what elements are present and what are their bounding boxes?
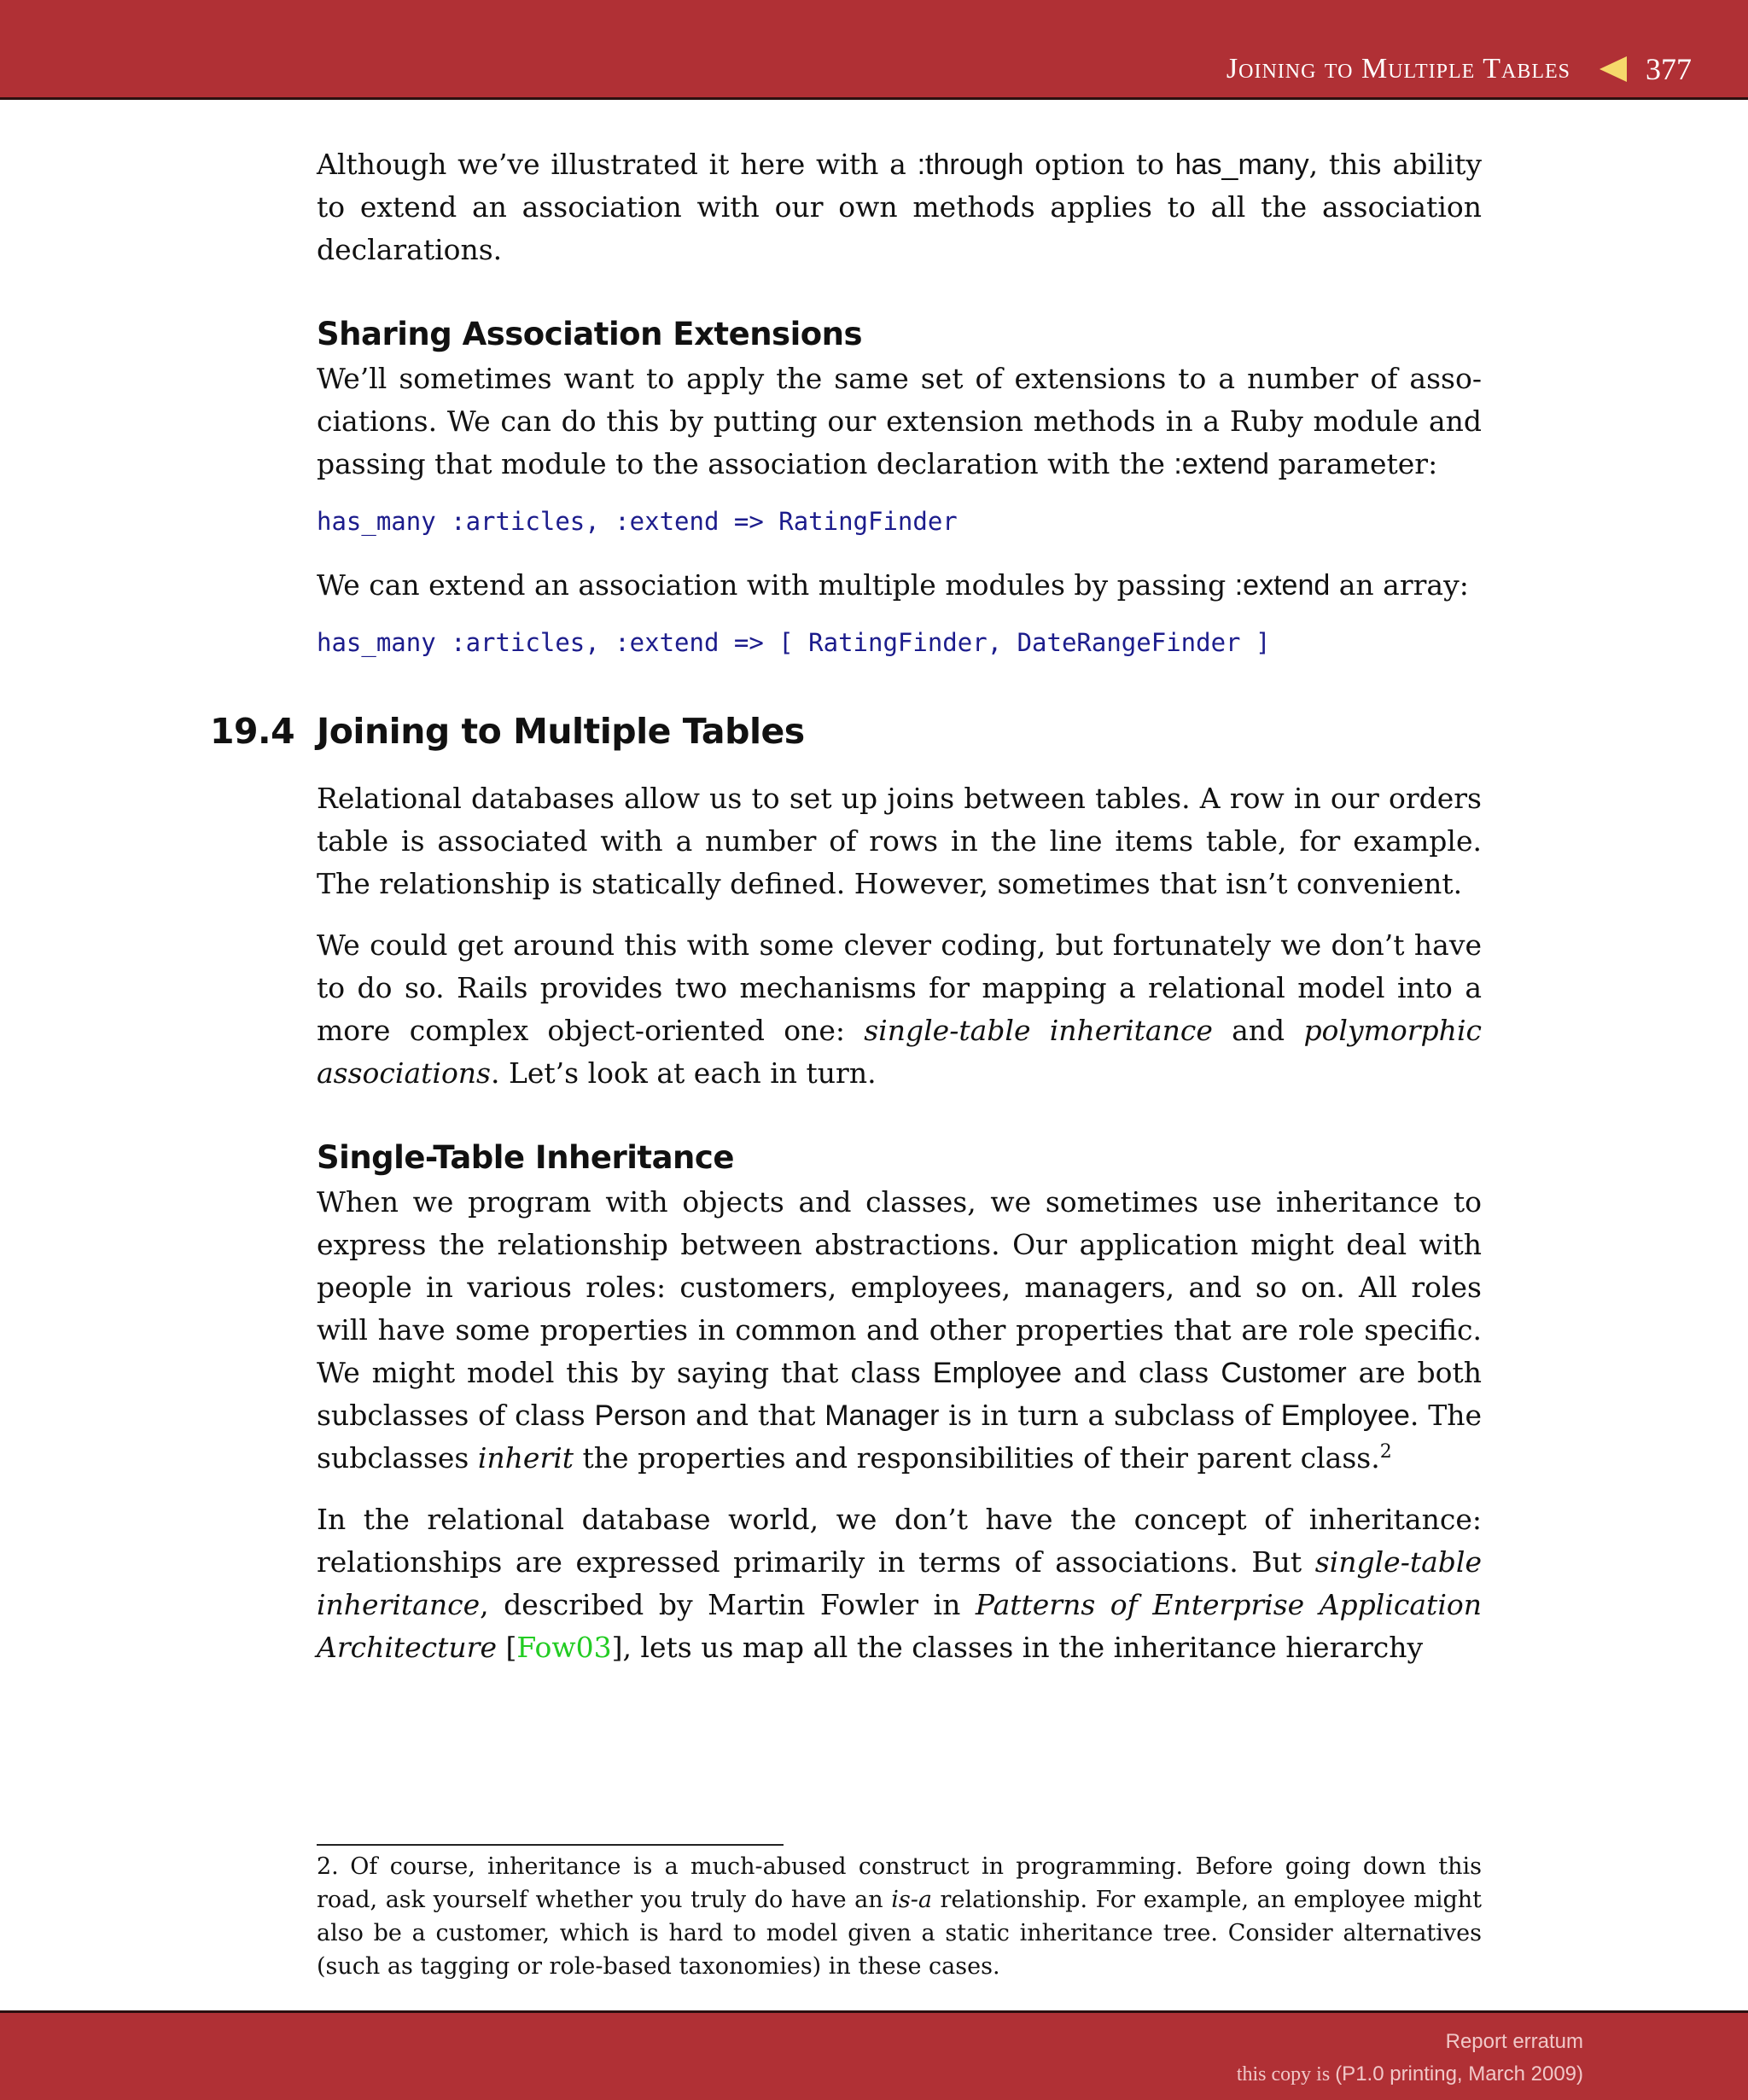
inline-code-has-many: has_many — [1174, 148, 1309, 181]
footnote — [317, 1850, 1482, 1983]
class-name-employee: Employee — [932, 1357, 1062, 1389]
section-title: Joining to Multiple Tables — [317, 711, 805, 752]
inline-code-extend: :extend — [1174, 448, 1269, 480]
previous-page-arrow-icon[interactable] — [1599, 56, 1627, 82]
paragraph-section-1: Relational databases allow us to set up joins between tables. A row in our orders table is associated with a number of rows in the line items table, for example. The relationship is statically defined. However, sometimes that isn’t convenient. — [317, 782, 1482, 900]
subheading-sharing: Sharing Association Extensions — [317, 316, 863, 352]
text: and that — [686, 1399, 825, 1432]
section-heading — [210, 711, 1482, 752]
paragraph-section-2 — [317, 924, 1482, 1095]
text: is in turn a subclass of — [939, 1399, 1281, 1432]
footer-bar — [0, 2010, 1748, 2100]
footnote-rule — [317, 1844, 784, 1846]
text: and class — [1062, 1356, 1221, 1389]
paragraph-sharing-1 — [317, 358, 1482, 486]
text: relationship. For example, an employee might also be a customer, which is hard to model given a static inheritance tree. Consider alternatives (such as tagging or role-based taxonomies) in these cases. — [317, 1887, 1482, 1980]
paragraph-sti-1 — [317, 1181, 1482, 1480]
text: an array: — [1330, 568, 1469, 602]
copy-info — [1237, 2062, 1583, 2086]
text: In the relational database world, we don’t have the concept of inheritance: relationships are expressed primarily in terms of associations. But — [317, 1503, 1482, 1579]
class-name-person: Person — [594, 1399, 687, 1432]
text: parameter: — [1268, 447, 1438, 480]
term-polymorphic: polymorphic associations — [317, 1014, 1482, 1090]
book-title: Patterns of Enterprise Application Architecture — [317, 1588, 1482, 1664]
code-example-1: has_many :articles, :extend => RatingFinder — [317, 507, 958, 536]
text: . The subclasses — [317, 1399, 1482, 1475]
paragraph-sharing-2 — [317, 564, 1482, 607]
section-number: 19.4 — [210, 711, 295, 752]
term-sti: single-table inheritance — [864, 1014, 1213, 1047]
text: Although we’ve illustrated it here with a — [317, 148, 918, 181]
text: When we program with objects and classes, we sometimes use inheritance to express the relationship between abstractions. Our application might deal with people in various roles: customers, employees, managers, and so on. All roles will have some properties in common and other properties that are role specific. We might model this by saying that class — [317, 1185, 1482, 1389]
class-name-employee: Employee — [1280, 1399, 1410, 1432]
text: , this ability to extend an association with our own methods applies to all the association declarations. — [317, 148, 1483, 266]
page-number: 377 — [1646, 52, 1692, 86]
report-erratum-link[interactable]: Report erratum — [1445, 2030, 1583, 2053]
subheading-sti: Single-Table Inheritance — [317, 1139, 734, 1176]
text: , described by Martin Fowler in — [480, 1588, 976, 1621]
page-content — [210, 143, 1483, 1688]
text: We can extend an association with multiple modules by passing — [317, 568, 1235, 602]
inline-code-through: :through — [917, 148, 1024, 181]
running-title: Joining to Multiple Tables — [1226, 53, 1570, 84]
text: are both subclasses of class — [317, 1356, 1483, 1432]
text: and — [1212, 1014, 1304, 1047]
text: We’ll sometimes want to apply the same set of extensions to a number of associations. We can do this by putting our extension methods in a Ruby module and passing that module to the association declaration with the — [317, 362, 1482, 480]
text: option to — [1023, 148, 1175, 181]
text: the properties and responsibilities of their parent class. — [574, 1441, 1380, 1475]
class-name-manager: Manager — [824, 1399, 940, 1432]
running-head — [1227, 51, 1692, 87]
citation-link[interactable]: Fow03 — [516, 1631, 612, 1664]
header-bar — [0, 0, 1748, 100]
text: . Let’s look at each in turn. — [491, 1056, 877, 1090]
class-name-customer: Customer — [1221, 1357, 1347, 1389]
term-sti: single-table inheritance — [317, 1545, 1482, 1621]
inline-code-extend: :extend — [1234, 569, 1331, 602]
text: ], lets us map all the classes in the inheritance hierarchy — [611, 1631, 1424, 1664]
text: [ — [497, 1631, 517, 1664]
text: this copy is — [1236, 2063, 1336, 2085]
footnote-ref[interactable]: 2 — [1379, 1441, 1392, 1463]
paragraph-intro — [317, 143, 1482, 271]
paragraph-sti-2 — [317, 1498, 1482, 1669]
term-inherit: inherit — [477, 1441, 574, 1475]
term-is-a: is-a — [891, 1887, 932, 1913]
text: 2. Of course, inheritance is a much-abused construct in programming. Before going down this road, ask yourself whether you truly do have an — [317, 1853, 1482, 1913]
text: We could get around this with some clever coding, but fortunately we don’t have to do so. Rails provides two mechanisms for mapping a relational model into a more complex object-oriented one: — [317, 928, 1482, 1047]
code-example-2: has_many :articles, :extend => [ RatingFinder, DateRangeFinder ] — [317, 628, 1271, 657]
text: (P1.0 printing, March 2009) — [1335, 2062, 1583, 2085]
